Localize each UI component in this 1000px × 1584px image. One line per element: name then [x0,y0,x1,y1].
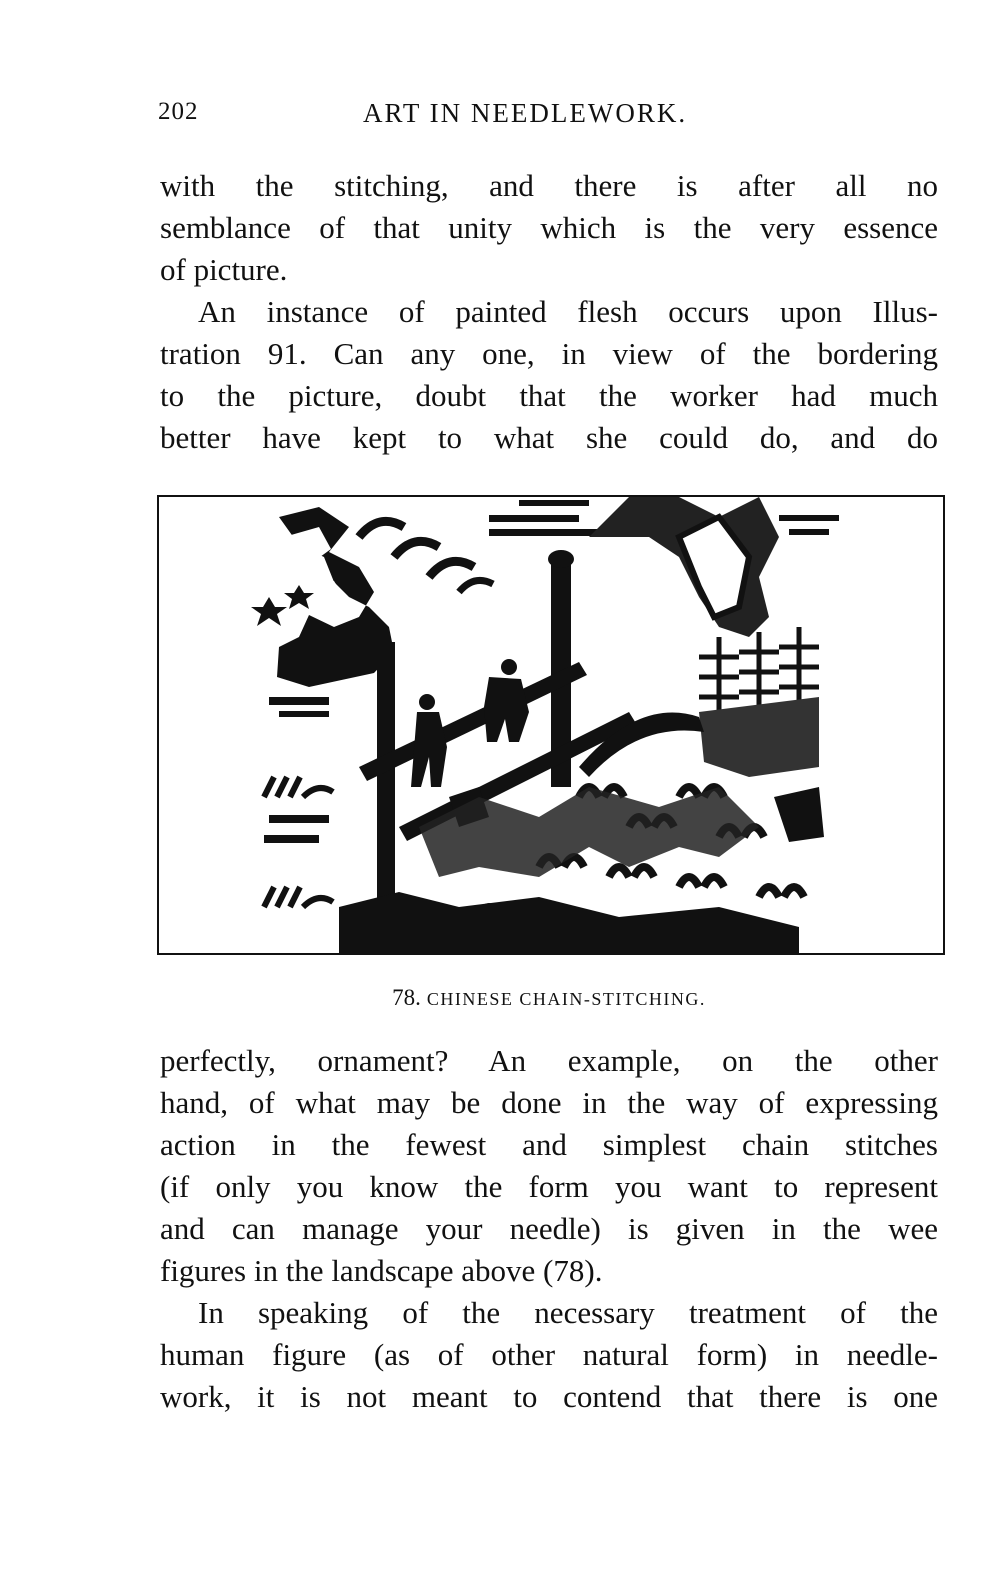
text-line: (if only you know the form you want to represent [160,1169,938,1204]
text-line: to the picture, doubt that the worker had much [160,378,938,413]
text-line: and can manage your needle) is given in the wee [160,1211,938,1246]
text-line: In speaking of the necessary treatment of the [198,1295,938,1330]
text-line: semblance of that unity which is the very essence [160,210,938,245]
paragraph-continuation [160,165,938,291]
text-line: An instance of painted flesh occurs upon Illus- [198,294,938,329]
figure-caption-text: CHINESE CHAIN-STITCHING. [426,989,706,1009]
running-head [158,98,938,138]
text-line: hand, of what may be done in the way of expressing [160,1085,938,1120]
running-title: ART IN NEEDLEWORK. [363,98,688,128]
figure-caption [160,985,938,1011]
paragraph-human-figure [160,1292,938,1418]
figure-number: 78. [392,985,421,1010]
text-line: of picture. [160,252,288,287]
paragraph-chain-stitch-example [160,1040,938,1292]
text-line: with the stitching, and there is after all no [160,168,938,203]
text-line: action in the fewest and simplest chain stitches [160,1127,938,1162]
text-line: tration 91. Can any one, in view of the bordering [160,336,938,371]
text-line: figures in the landscape above (78). [160,1253,603,1288]
page-number: 202 [158,98,199,125]
text-line: work, it is not meant to contend that there is one [160,1379,938,1414]
text-line: human figure (as of other natural form) in needle- [160,1337,938,1372]
text-line: better have kept to what she could do, and do [160,420,938,455]
text-line: perfectly, ornament? An example, on the other [160,1043,938,1078]
figure-illustration [157,495,945,955]
paragraph-painted-flesh [160,291,938,459]
chain-stitch-landscape-image [159,497,943,953]
